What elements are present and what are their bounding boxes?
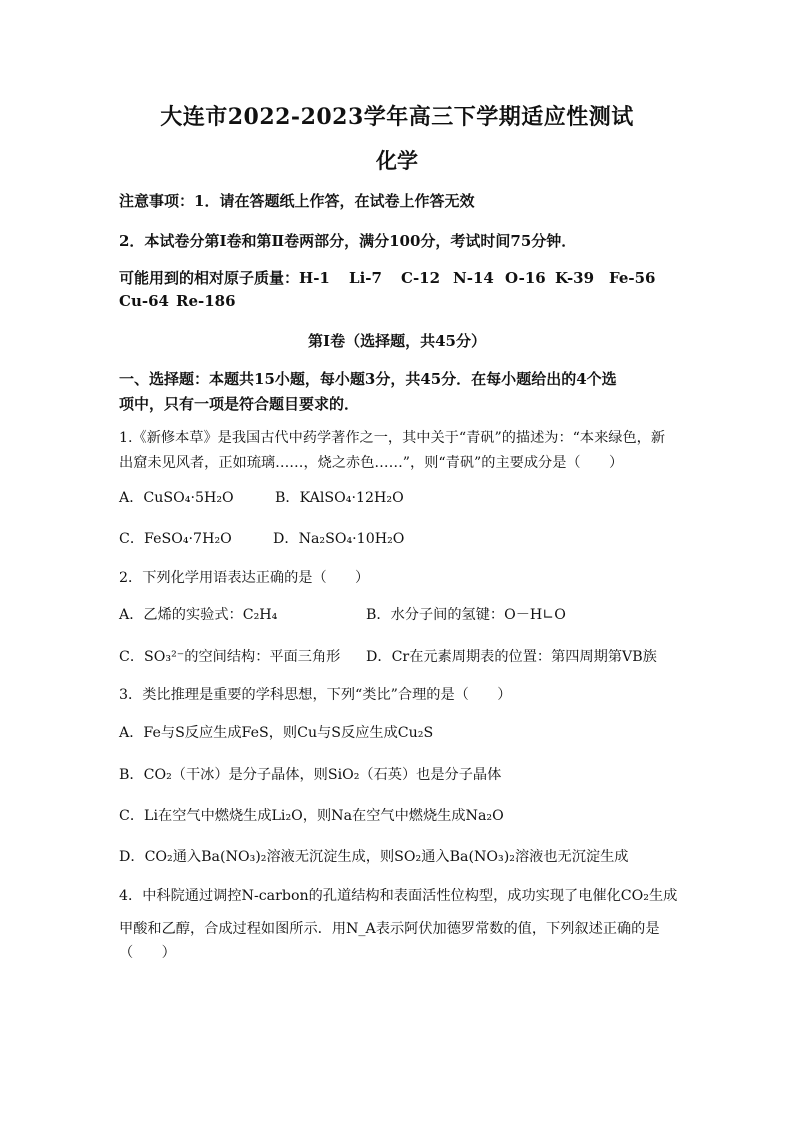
section-heading: 第Ⅰ卷（选择题，共45分） <box>308 332 486 350</box>
atomic-mass-item: Cu-64 <box>119 292 169 310</box>
q1-stem-line-1: 1.《新修本草》是我国古代中药学著作之一，其中关于“青矾”的描述为：“本来绿色，新 <box>119 430 666 446</box>
q2-stem: 2．下列化学用语表达正确的是（ ） <box>119 570 370 586</box>
atomic-mass-row-1 <box>119 267 656 288</box>
section-intro-line-1: 一、选择题：本题共15小题，每小题3分，共45分．在每小题给出的4个选 <box>119 370 617 388</box>
atomic-mass-item: K-39 <box>555 269 595 287</box>
q1-stem-line-2: 出窟未见风者，正如琉璃……，烧之赤色……”，则“青矾”的主要成分是（ ） <box>119 455 624 471</box>
q4-stem-line-3: （ ） <box>119 945 176 961</box>
q2-option-b: B．水分子间的氢键：O－H∟O <box>366 607 566 623</box>
q2-option-c: C．SO₃²⁻的空间结构：平面三角形 <box>119 649 341 665</box>
q2-option-a: A．乙烯的实验式：C₂H₄ <box>119 607 278 623</box>
q1-option-a: A．CuSO₄·5H₂O <box>119 490 234 506</box>
subject-title: 化学 <box>376 148 418 173</box>
q3-option-d: D．CO₂通入Ba(NO₃)₂溶液无沉淀生成，则SO₂通入Ba(NO₃)₂溶液也无沉淀生成 <box>119 849 629 865</box>
atomic-mass-item: Li-7 <box>349 269 382 287</box>
atomic-mass-row-2 <box>119 292 236 310</box>
q1-option-b: B．KAlSO₄·12H₂O <box>275 490 404 506</box>
exam-title: 大连市2022-2023学年高三下学期适应性测试 <box>160 104 634 130</box>
q4-stem-line-2: 甲酸和乙醇，合成过程如图所示．用N_A表示阿伏加德罗常数的值，下列叙述正确的是 <box>119 921 660 937</box>
q1-option-d: D．Na₂SO₄·10H₂O <box>273 531 405 547</box>
q3-stem: 3．类比推理是重要的学科思想，下列“类比”合理的是（ ） <box>119 687 512 703</box>
atomic-mass-item: Re-186 <box>176 292 236 310</box>
q2-option-d: D．Cr在元素周期表的位置：第四周期第ⅤB族 <box>366 649 657 665</box>
q3-option-b: B．CO₂（干冰）是分子晶体，则SiO₂（石英）也是分子晶体 <box>119 767 502 783</box>
q4-stem-line-1: 4．中科院通过调控N-carbon的孔道结构和表面活性位构型，成功实现了电催化CO₂生成 <box>119 888 678 904</box>
atomic-mass-item: N-14 <box>453 269 494 287</box>
atomic-mass-item: Fe-56 <box>609 269 656 287</box>
notes-line-2: 2．本试卷分第Ⅰ卷和第Ⅱ卷两部分，满分100分，考试时间75分钟． <box>119 232 577 250</box>
atomic-mass-item: C-12 <box>401 269 441 287</box>
atomic-mass-item: O-16 <box>505 269 546 287</box>
section-intro-line-2: 项中，只有一项是符合题目要求的． <box>119 395 360 413</box>
notes-line-1: 注意事项：1．请在答题纸上作答，在试卷上作答无效 <box>119 192 475 210</box>
atomic-mass-label: 可能用到的相对原子质量： <box>119 269 300 287</box>
q3-option-c: C．Li在空气中燃烧生成Li₂O，则Na在空气中燃烧生成Na₂O <box>119 808 504 824</box>
q3-option-a: A．Fe与S反应生成FeS，则Cu与S反应生成Cu₂S <box>119 725 434 741</box>
atomic-mass-item: H-1 <box>299 269 330 287</box>
q1-option-c: C．FeSO₄·7H₂O <box>119 531 232 547</box>
